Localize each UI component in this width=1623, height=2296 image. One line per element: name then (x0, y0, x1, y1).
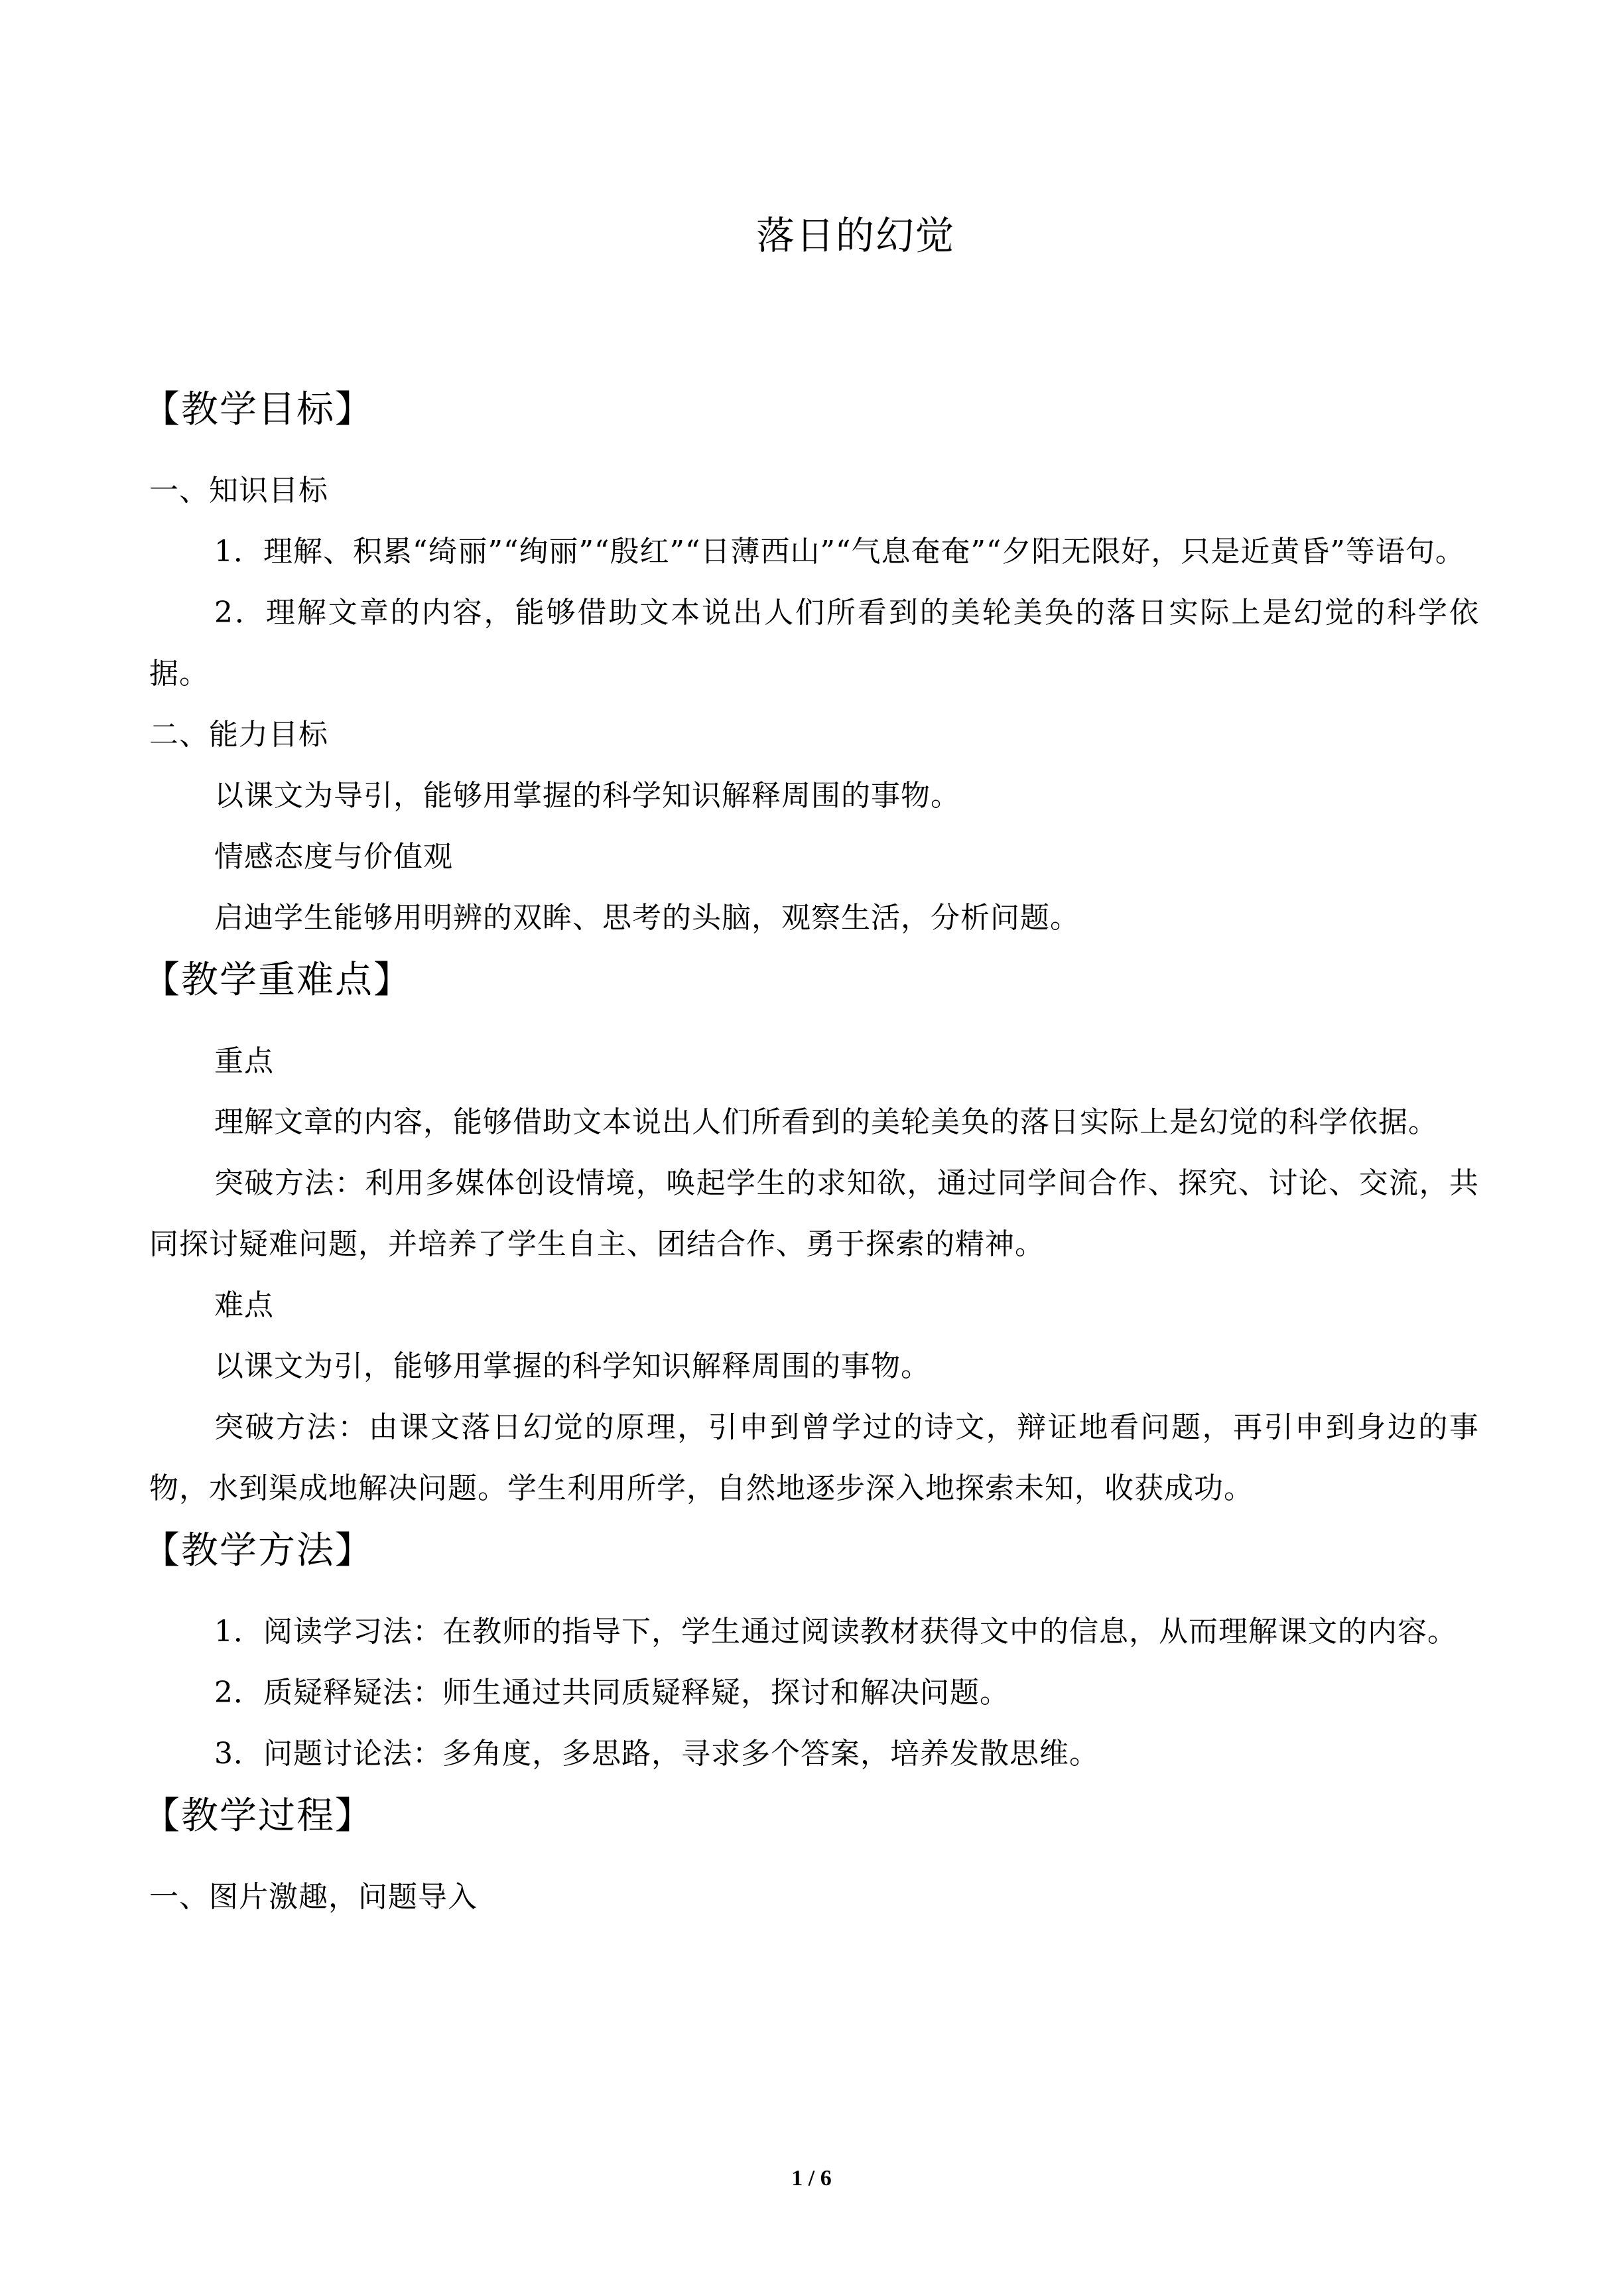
section-heading-key-points: 【教学重难点】 (143, 959, 412, 1002)
document-body (143, 378, 1479, 1928)
knowledge-objective-item-1: 1．理解、积累“绮丽”“绚丽”“殷红”“日薄西山”“气息奄奄”“夕阳无限好，只是近黄昏”等语句。 (214, 535, 1465, 569)
method-item-2: 2．质疑释疑法：师生通过共同质疑释疑，探讨和解决问题。 (214, 1676, 1009, 1710)
section-heading-objectives: 【教学目标】 (143, 388, 373, 431)
emotion-objective-heading: 情感态度与价值观 (214, 840, 453, 874)
method-item-3: 3．问题讨论法：多角度，多思路，寻求多个答案，培养发散思维。 (214, 1737, 1099, 1771)
difficulty-method: 突破方法：由课文落日幻觉的原理，引申到曾学过的诗文，辩证地看问题，再引申到身边的事物，水到渠成地解决问题。学生利用所学，自然地逐步深入地探索未知，收获成功。 (149, 1410, 1479, 1505)
document-title: 落日的幻觉 (755, 213, 955, 258)
focus-heading: 重点 (214, 1044, 274, 1078)
difficulty-text: 以课文为引，能够用掌握的科学知识解释周围的事物。 (214, 1349, 931, 1383)
process-step-1: 一、图片激趣，问题导入 (149, 1880, 478, 1914)
section-heading-process: 【教学过程】 (143, 1794, 373, 1838)
page-number: 1 / 6 (791, 2166, 832, 2191)
focus-text: 理解文章的内容，能够借助文本说出人们所看到的美轮美奂的落日实际上是幻觉的科学依据。 (214, 1105, 1438, 1139)
emotion-objective-text: 启迪学生能够用明辨的双眸、思考的头脑，观察生活，分析问题。 (214, 901, 1080, 935)
difficulty-heading: 难点 (214, 1288, 274, 1322)
method-item-1: 1．阅读学习法：在教师的指导下，学生通过阅读教材获得文中的信息，从而理解课文的内容。 (214, 1615, 1457, 1649)
ability-objective-text: 以课文为导引，能够用掌握的科学知识解释周围的事物。 (214, 779, 960, 813)
knowledge-objective-item-2: 2．理解文章的内容，能够借助文本说出人们所看到的美轮美奂的落日实际上是幻觉的科学依据。 (149, 596, 1479, 691)
section-heading-methods: 【教学方法】 (143, 1529, 373, 1572)
knowledge-objective-heading: 一、知识目标 (149, 474, 328, 507)
focus-method: 突破方法：利用多媒体创设情境，唤起学生的求知欲，通过同学间合作、探究、讨论、交流，共同探讨疑难问题，并培养了学生自主、团结合作、勇于探索的精神。 (149, 1166, 1479, 1261)
ability-objective-heading: 二、能力目标 (149, 718, 328, 752)
